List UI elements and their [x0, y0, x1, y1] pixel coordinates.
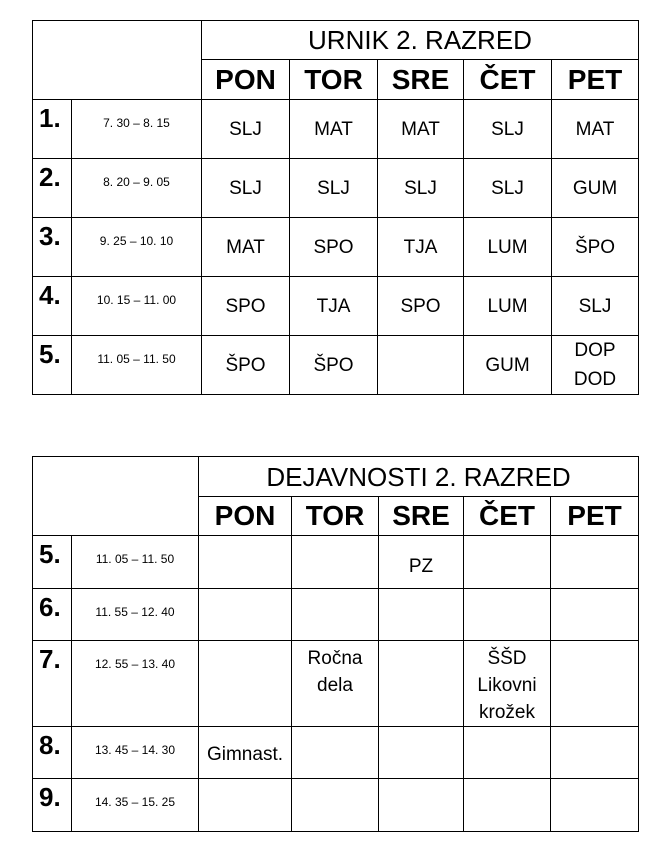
activity-cell-empty [464, 589, 551, 641]
table-row [33, 589, 639, 641]
table-row [33, 641, 639, 727]
subject-cell: SLJ [290, 159, 378, 218]
day-header-pon: PON [202, 60, 290, 100]
subject-cell: SLJ [464, 100, 552, 159]
activity-cell: Ročna dela [292, 641, 379, 727]
subject-cell: ŠPO [290, 336, 378, 395]
period-number: 7. [33, 641, 72, 727]
subject-cell: SPO [378, 277, 464, 336]
period-time: 10. 15 – 11. 00 [72, 277, 202, 336]
activity-cell-empty [292, 727, 379, 779]
subject-cell: MAT [290, 100, 378, 159]
activity-cell-empty [464, 536, 551, 589]
subject-cell: SPO [290, 218, 378, 277]
subject-cell: TJA [378, 218, 464, 277]
subject-cell: LUM [464, 277, 552, 336]
period-time: 12. 55 – 13. 40 [72, 641, 199, 727]
activity-cell-empty [551, 727, 639, 779]
table-row [33, 536, 639, 589]
activities-title: DEJAVNOSTI 2. RAZRED [199, 457, 639, 497]
subject-cell: MAT [202, 218, 290, 277]
period-number: 5. [33, 336, 72, 395]
activity-cell-empty [379, 641, 464, 727]
period-time: 8. 20 – 9. 05 [72, 159, 202, 218]
subject-cell: GUM [464, 336, 552, 395]
period-time: 9. 25 – 10. 10 [72, 218, 202, 277]
subject-cell: ŠPO [552, 218, 639, 277]
activity-cell-empty [199, 641, 292, 727]
day-header-pet: PET [552, 60, 639, 100]
timetable-title: URNIK 2. RAZRED [202, 21, 639, 60]
corner-cell [33, 457, 199, 536]
period-number: 3. [33, 218, 72, 277]
period-time: 7. 30 – 8. 15 [72, 100, 202, 159]
activity-cell-empty [551, 779, 639, 832]
subject-cell: GUM [552, 159, 639, 218]
timetable-dejavnosti [32, 456, 639, 832]
activity-cell-empty [551, 589, 639, 641]
table-row [33, 218, 639, 277]
corner-cell [33, 21, 202, 100]
table-row [33, 159, 639, 218]
day-header-pon: PON [199, 497, 292, 536]
period-time: 13. 45 – 14. 30 [72, 727, 199, 779]
table-row [33, 100, 639, 159]
activity-cell: Gimnast. [199, 727, 292, 779]
day-header-cet: ČET [464, 497, 551, 536]
activity-cell-empty [199, 589, 292, 641]
subject-cell: SLJ [378, 159, 464, 218]
subject-cell: DOP DOD [552, 336, 639, 395]
subject-cell: LUM [464, 218, 552, 277]
subject-cell-empty [378, 336, 464, 395]
period-number: 2. [33, 159, 72, 218]
activity-cell-empty [292, 779, 379, 832]
subject-cell: MAT [378, 100, 464, 159]
table-row [33, 779, 639, 832]
period-number: 1. [33, 100, 72, 159]
subject-cell: SPO [202, 277, 290, 336]
activity-cell-empty [551, 536, 639, 589]
activity-cell-empty [464, 727, 551, 779]
activity-cell-empty [379, 779, 464, 832]
subject-cell: ŠPO [202, 336, 290, 395]
activity-cell: PZ [379, 536, 464, 589]
period-time: 11. 05 – 11. 50 [72, 336, 202, 395]
activity-cell: ŠŠD Likovni krožek [464, 641, 551, 727]
table-row [33, 727, 639, 779]
table-row [33, 277, 639, 336]
day-header-pet: PET [551, 497, 639, 536]
period-time: 11. 55 – 12. 40 [72, 589, 199, 641]
activity-cell-empty [199, 779, 292, 832]
period-number: 4. [33, 277, 72, 336]
activity-cell-empty [292, 589, 379, 641]
table-row [33, 336, 639, 395]
activity-cell-empty [551, 641, 639, 727]
day-header-sre: SRE [379, 497, 464, 536]
subject-cell: SLJ [464, 159, 552, 218]
subject-cell: SLJ [202, 100, 290, 159]
subject-cell: SLJ [202, 159, 290, 218]
day-header-cet: ČET [464, 60, 552, 100]
day-header-tor: TOR [290, 60, 378, 100]
subject-cell: TJA [290, 277, 378, 336]
day-header-tor: TOR [292, 497, 379, 536]
activity-cell-empty [379, 727, 464, 779]
period-number: 6. [33, 589, 72, 641]
subject-cell: MAT [552, 100, 639, 159]
activity-cell-empty [379, 589, 464, 641]
period-time: 11. 05 – 11. 50 [72, 536, 199, 589]
activity-cell-empty [199, 536, 292, 589]
period-number: 5. [33, 536, 72, 589]
subject-cell: SLJ [552, 277, 639, 336]
activity-cell-empty [292, 536, 379, 589]
timetable-urnik [32, 20, 639, 395]
day-header-sre: SRE [378, 60, 464, 100]
period-number: 8. [33, 727, 72, 779]
activity-cell-empty [464, 779, 551, 832]
period-time: 14. 35 – 15. 25 [72, 779, 199, 832]
period-number: 9. [33, 779, 72, 832]
